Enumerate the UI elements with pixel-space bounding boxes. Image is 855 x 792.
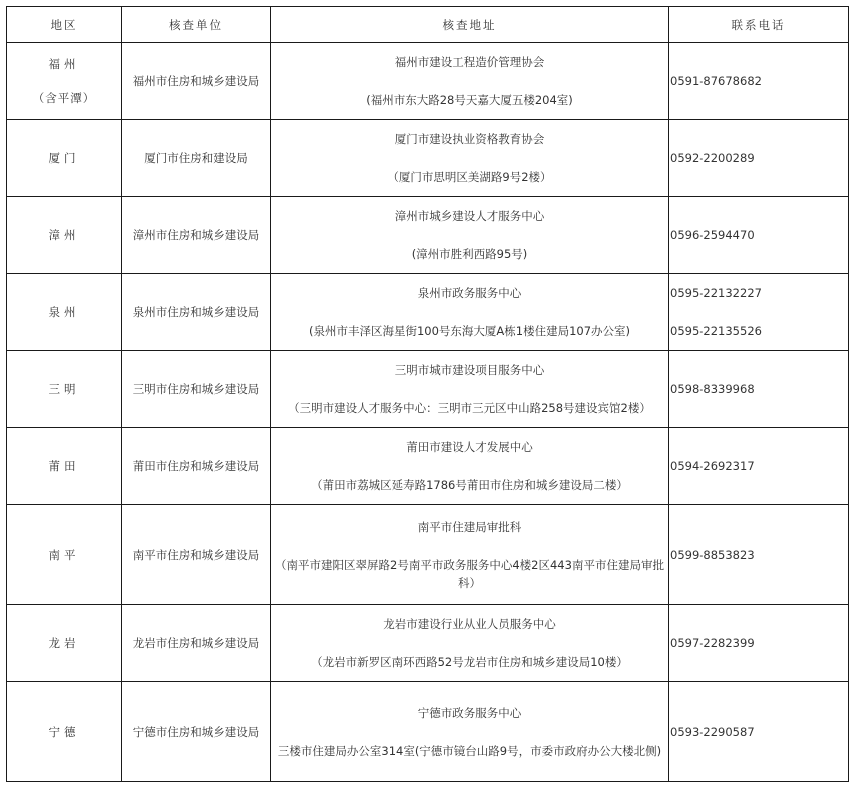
address-detail: （三明市建设人才服务中心：三明市三元区中山路258号建设宾馆2楼） <box>288 401 651 415</box>
unit-cell: 龙岩市住房和城乡建设局 <box>122 605 271 682</box>
address-name: 三明市城市建设项目服务中心 <box>394 363 545 377</box>
phone-number: 0593-2290587 <box>670 724 755 739</box>
table-row <box>7 274 849 351</box>
phone-number: 0598-8339968 <box>670 382 755 396</box>
address-cell <box>271 197 669 274</box>
unit-cell: 福州市住房和城乡建设局 <box>122 43 271 120</box>
phone-cell <box>669 43 849 120</box>
address-name: 厦门市建设执业资格教育协会 <box>394 132 545 146</box>
phone-number: 0592-2200289 <box>670 151 755 165</box>
phone-cell <box>669 197 849 274</box>
address-cell <box>271 43 669 120</box>
address-detail: （厦门市思明区美湖路9号2楼） <box>387 170 552 184</box>
table-row <box>7 197 849 274</box>
unit-cell: 南平市住房和城乡建设局 <box>122 505 271 605</box>
address-name: 漳州市城乡建设人才服务中心 <box>394 209 545 223</box>
phone-number: 0591-87678682 <box>670 74 762 88</box>
unit-cell: 厦门市住房和建设局 <box>122 120 271 197</box>
phone-cell <box>669 351 849 428</box>
phone-cell <box>669 505 849 605</box>
region-cell: 厦门 <box>7 120 122 197</box>
phone-number: 0595-22132227 <box>670 286 762 300</box>
region-cell: 莆田 <box>7 428 122 505</box>
table-row <box>7 605 849 682</box>
phone-cell <box>669 274 849 351</box>
address-detail: （南平市建阳区翠屏路2号南平市政务服务中心4楼2区443南平市住建局审批科） <box>275 557 664 590</box>
address-cell <box>271 120 669 197</box>
table-row <box>7 351 849 428</box>
address-name: 泉州市政务服务中心 <box>417 286 522 300</box>
phone-number: 0594-2692317 <box>670 459 755 473</box>
table-row <box>7 682 849 782</box>
region-sub: （含平潭） <box>32 91 96 105</box>
header-unit: 核查单位 <box>122 7 271 43</box>
region-cell <box>7 43 122 120</box>
address-name: 龙岩市建设行业从业人员服务中心 <box>383 617 556 631</box>
header-phone: 联系电话 <box>669 7 849 43</box>
address-detail: 三楼市住建局办公室314室(宁德市镜台山路9号，市委市政府办公大楼北侧) <box>277 743 662 758</box>
phone-number: 0597-2282399 <box>670 636 755 650</box>
address-cell <box>271 351 669 428</box>
phone-cell <box>669 428 849 505</box>
phone-cell <box>669 605 849 682</box>
table-row <box>7 428 849 505</box>
phone-number: 0599-8853823 <box>670 547 755 562</box>
phone-cell <box>669 120 849 197</box>
unit-cell: 泉州市住房和城乡建设局 <box>122 274 271 351</box>
region-cell: 漳州 <box>7 197 122 274</box>
address-name: 南平市住建局审批科 <box>417 519 522 534</box>
phone-cell <box>669 682 849 782</box>
region-cell: 宁德 <box>7 682 122 782</box>
address-cell <box>271 682 669 782</box>
address-detail: （龙岩市新罗区南环西路52号龙岩市住房和城乡建设局10楼） <box>311 655 628 669</box>
address-cell <box>271 428 669 505</box>
region-cell: 泉州 <box>7 274 122 351</box>
table-row <box>7 505 849 605</box>
region-cell: 龙岩 <box>7 605 122 682</box>
header-row <box>7 7 849 43</box>
address-name: 福州市建设工程造价管理协会 <box>394 55 545 69</box>
unit-cell: 宁德市住房和城乡建设局 <box>122 682 271 782</box>
region-name: 福州 <box>48 57 80 71</box>
region-cell: 南平 <box>7 505 122 605</box>
address-name: 宁德市政务服务中心 <box>417 705 522 720</box>
address-cell <box>271 605 669 682</box>
table-row <box>7 120 849 197</box>
unit-cell: 三明市住房和城乡建设局 <box>122 351 271 428</box>
address-detail: （莆田市荔城区延寿路1786号莆田市住房和城乡建设局二楼） <box>311 478 628 492</box>
address-detail: (漳州市胜利西路95号) <box>411 247 528 261</box>
phone-number-2: 0595-22135526 <box>670 324 762 338</box>
header-region: 地区 <box>7 7 122 43</box>
inspection-table <box>6 6 849 782</box>
unit-cell: 莆田市住房和城乡建设局 <box>122 428 271 505</box>
address-name: 莆田市建设人才发展中心 <box>406 440 533 454</box>
address-cell <box>271 505 669 605</box>
region-cell: 三明 <box>7 351 122 428</box>
address-detail: (泉州市丰泽区海星街100号东海大厦A栋1楼住建局107办公室) <box>308 324 631 338</box>
phone-number: 0596-2594470 <box>670 228 755 242</box>
header-address: 核查地址 <box>271 7 669 43</box>
address-detail: (福州市东大路28号天嘉大厦五楼204室) <box>366 93 573 107</box>
address-cell <box>271 274 669 351</box>
unit-cell: 漳州市住房和城乡建设局 <box>122 197 271 274</box>
table-row <box>7 43 849 120</box>
